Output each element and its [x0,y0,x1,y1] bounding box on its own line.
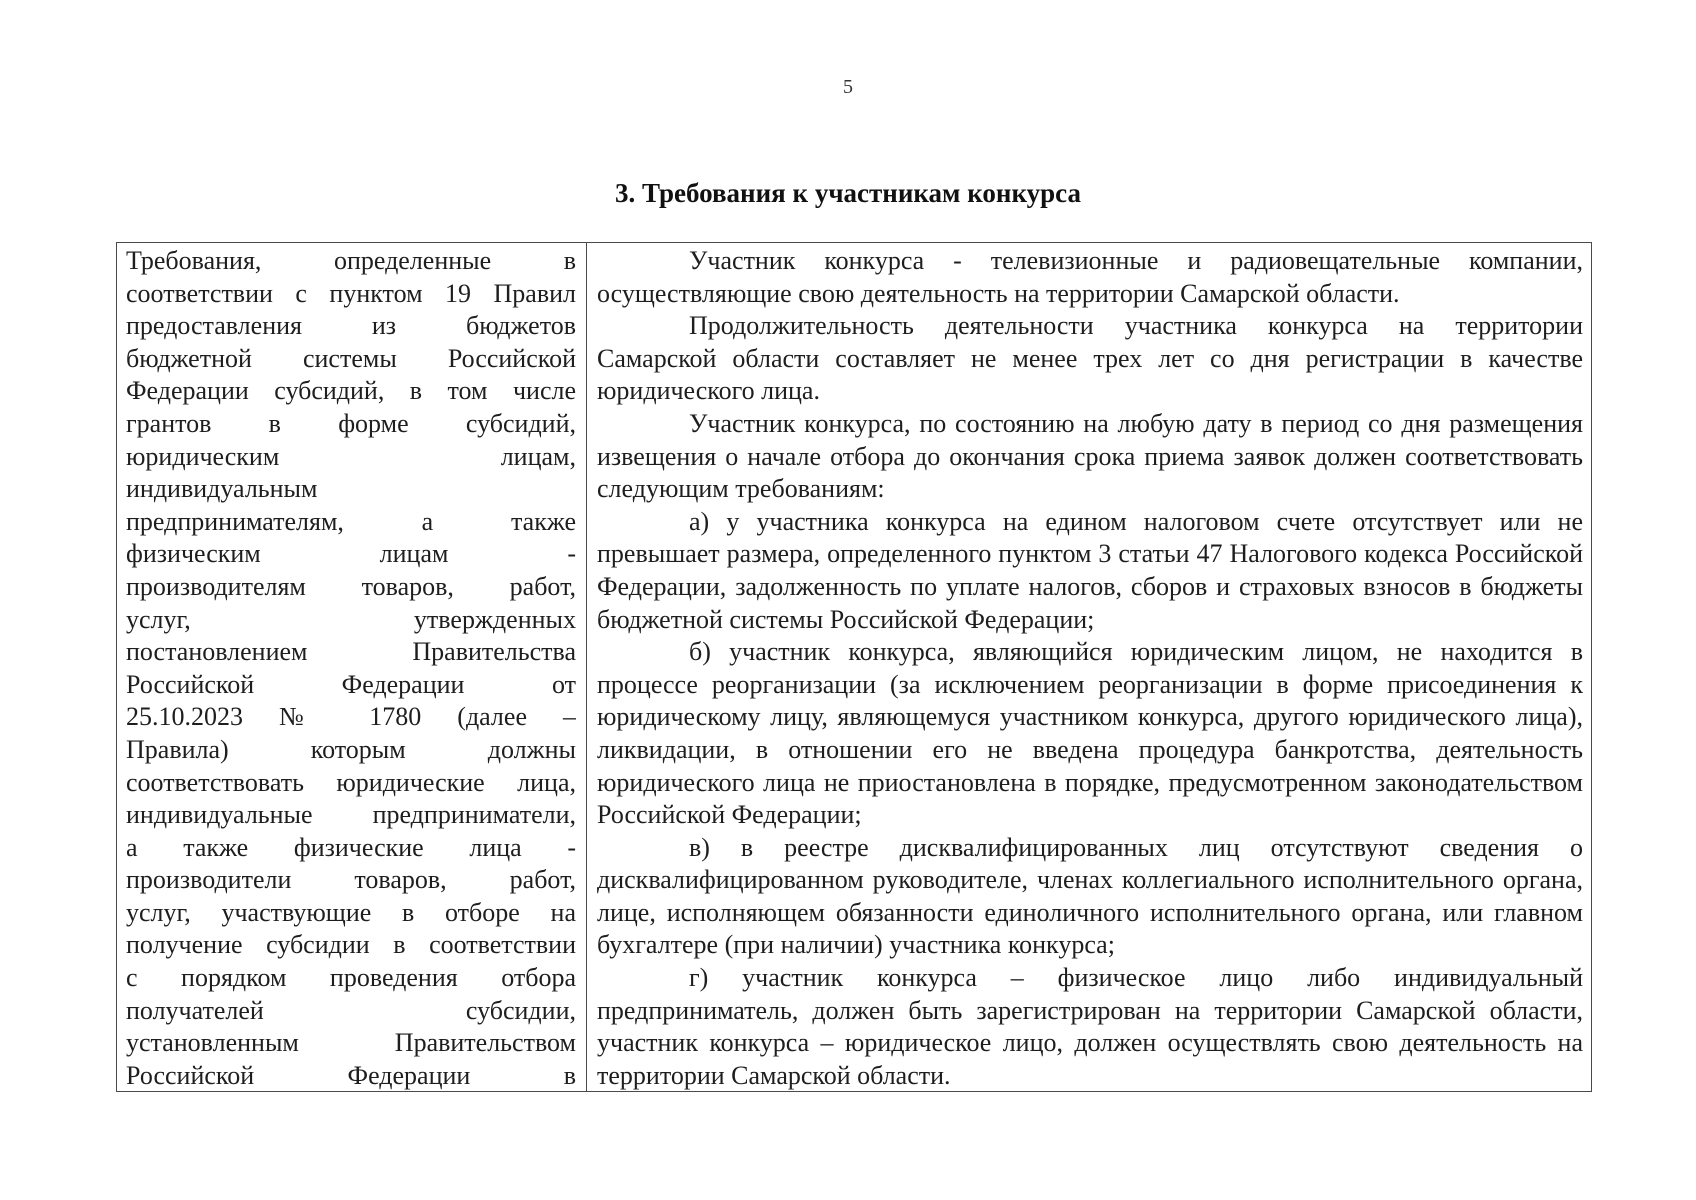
basis-line: производителям товаров, работ, [126,571,576,601]
basis-line: бюджетной системы Российской [126,343,576,373]
requirement-paragraph: Участник конкурса, по состоянию на любую дату в период со дня размещения извещения о начале отбора до окончания срока приема заявок должен соответствовать следующим требованиям: [597,408,1583,504]
basis-line: Российской Федерации от [126,669,576,699]
basis-line: установленным Правительством [126,1028,576,1058]
basis-line: Требования, определенные в [126,246,576,275]
requirement-item-g: г) участник конкурса – физическое лицо либо индивидуальный предприниматель, должен быть зарегистрирован на территории Самарской области, участник конкурса – юридическое лицо, должен осуществлять свою деятельность на территории Самарской области. [597,963,1583,1090]
basis-line: индивидуальные предприниматели, [126,800,576,830]
basis-line: с порядком проведения отбора [126,963,576,993]
basis-line: Правила) которым должны [126,734,576,764]
basis-line: предоставления из бюджетов [126,311,576,341]
basis-line: предпринимателям, а также [126,506,576,536]
requirement-paragraph: Продолжительность деятельности участника конкурса на территории Самарской области составляет не менее трех лет со дня регистрации в качестве юридического лица. [597,311,1583,406]
basis-line: индивидуальным [126,474,318,504]
basis-line: 25.10.2023 № 1780 (далее – [126,702,576,732]
requirements-basis-cell [117,243,587,1091]
basis-line: юридическим лицам, [126,441,576,471]
basis-line: услуг, утвержденных [126,604,576,634]
participant-requirements-cell [587,243,1591,1091]
requirement-item-b: б) участник конкурса, являющийся юридическим лицом, не находится в процессе реорганизации (за исключением реорганизации в форме присоединения к юридическому лицу, являющемуся участником конкурса, другого юридического лица), ликвидации, в отношении его не введена процедура банкротства, деятельность юридического лица не приостановлена в порядке, предусмотренном законодательством Российской Федерации; [597,637,1583,830]
basis-line: соответствии с пунктом 19 Правил [126,278,576,308]
requirement-paragraph: Участник конкурса - телевизионные и радиовещательные компании, осуществляющие свою деятельность на территории Самарской области. [597,246,1583,308]
basis-line: производители товаров, работ, [126,865,576,895]
basis-line: физическим лицам - [126,539,576,569]
section-title: 3. Требования к участникам конкурса [615,178,1081,208]
basis-line: Федерации субсидий, в том числе [126,376,576,406]
basis-line: получение субсидии в соответствии [126,930,576,960]
basis-line: грантов в форме субсидий, [126,408,576,438]
basis-line: постановлением Правительства [126,637,576,667]
requirement-item-a: а) у участника конкурса на едином налоговом счете отсутствует или не превышает размера, определенного пунктом 3 статьи 47 Налогового кодекса Российской Федерации, задолженность по уплате налогов, сборов и страховых взносов в бюджеты бюджетной системы Российской Федерации; [597,506,1583,634]
page-number: 5 [843,76,853,98]
requirements-table [116,242,1592,1092]
basis-line: Российской Федерации в [126,1060,576,1090]
basis-line: услуг, участвующие в отборе на [126,897,576,927]
requirement-item-v: в) в реестре дисквалифицированных лиц отсутствуют сведения о дисквалифицированном руководителе, членах коллегиального исполнительного органа, лице, исполняющем обязанности единоличного исполнительного органа, или главном бухгалтере (при наличии) участника конкурса; [597,832,1583,960]
basis-line: а также физические лица - [126,832,576,862]
basis-line: получателей субсидии, [126,995,576,1025]
basis-line: соответствовать юридические лица, [126,767,576,797]
